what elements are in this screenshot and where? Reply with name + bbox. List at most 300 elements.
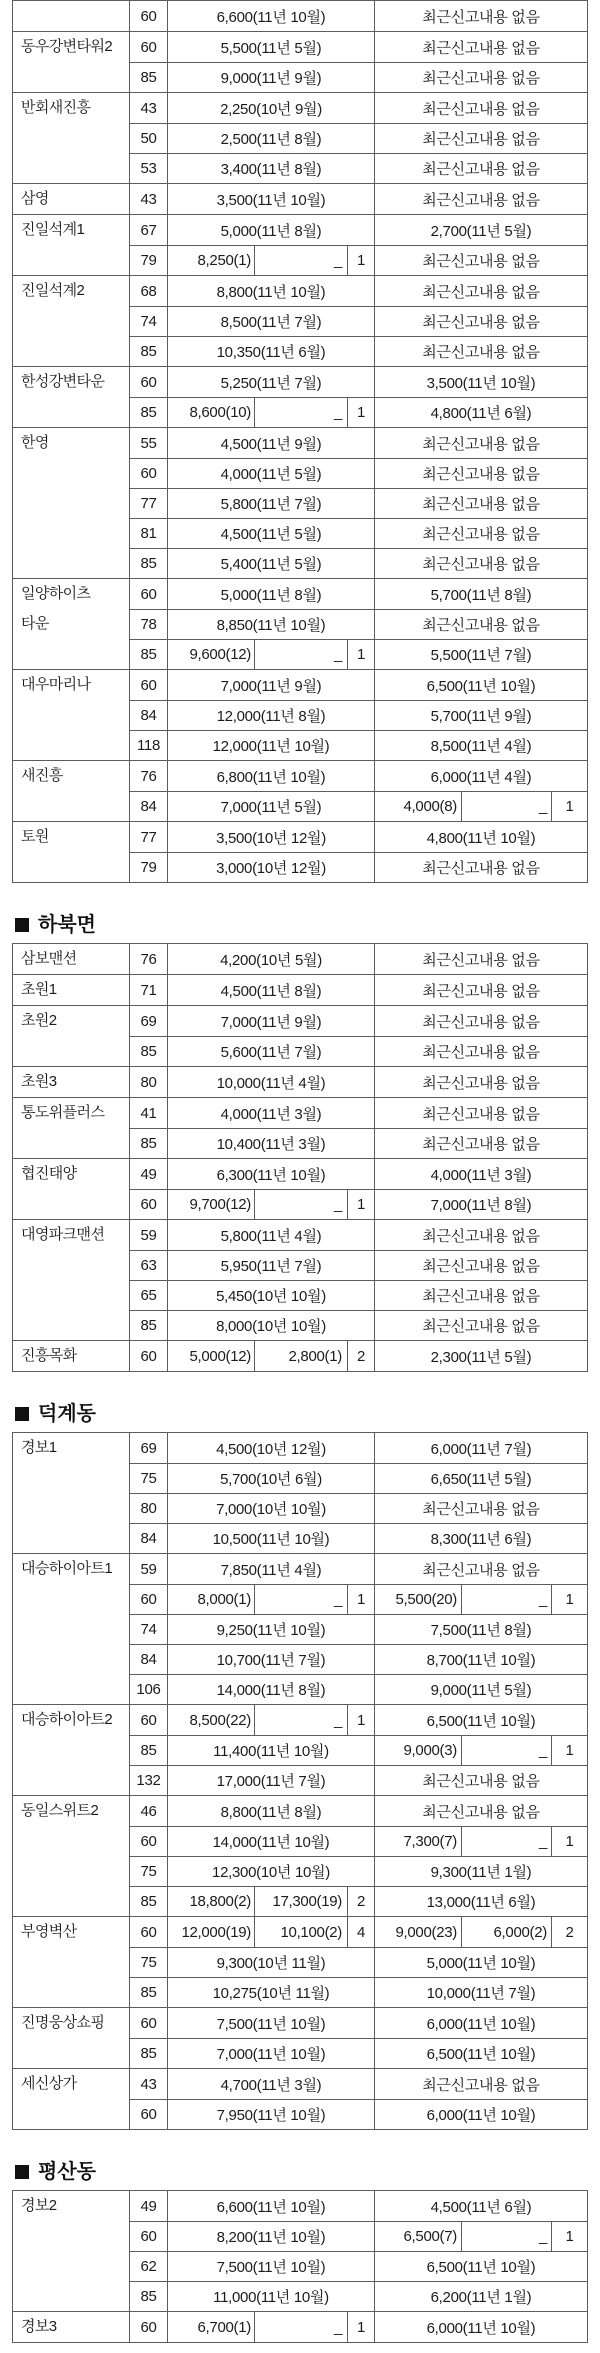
table-row xyxy=(130,397,587,427)
rent-price-cell: 최근신고내용 없음 xyxy=(422,982,540,1000)
apartment-name: 진흥목화 xyxy=(13,1341,130,1371)
apartment-group xyxy=(13,275,587,366)
rent-price-cell: 6,000(11년 7월) xyxy=(430,1440,532,1458)
sale-price-part: 8,250(1) xyxy=(168,246,255,275)
table-row xyxy=(130,32,587,62)
apartment-group xyxy=(13,821,587,882)
table-row xyxy=(130,791,587,821)
table-row xyxy=(130,1,587,31)
table-row xyxy=(130,1674,587,1704)
area-cell: 63 xyxy=(130,1251,168,1280)
sale-price-cell: 5,800(11년 4월) xyxy=(168,1220,375,1250)
apartment-group xyxy=(13,1097,587,1158)
rent-price-cell: 5,700(11년 9월) xyxy=(430,708,532,725)
table-row xyxy=(130,245,587,275)
rent-price-part: 9,000(23) xyxy=(375,1917,462,1947)
sale-price-cell: 4,500(10년 12월) xyxy=(168,1433,375,1463)
sale-price-part: _ xyxy=(255,1705,348,1735)
table-row xyxy=(130,609,587,639)
area-cell: 77 xyxy=(130,822,168,852)
rent-price-cell: 9,000(11년 5월) xyxy=(430,1682,532,1699)
table-row xyxy=(130,1977,587,2007)
sale-price-part: 8,600(10) xyxy=(168,398,255,427)
table-row xyxy=(130,2191,587,2221)
rent-price-cell: 8,300(11년 6월) xyxy=(430,1531,532,1548)
table-row xyxy=(130,2281,587,2311)
apartment-group xyxy=(13,1553,587,1704)
area-cell: 60 xyxy=(130,459,168,488)
table-row xyxy=(130,1584,587,1614)
table-row xyxy=(130,730,587,760)
sale-price-cell: 3,500(10년 12월) xyxy=(168,822,375,852)
rent-price-cell: 최근신고내용 없음 xyxy=(422,951,540,969)
area-cell: 60 xyxy=(130,1341,168,1371)
area-cell: 76 xyxy=(130,761,168,791)
apartment-name: 세신상가 xyxy=(13,2069,130,2129)
apartment-group xyxy=(13,0,587,31)
table-row xyxy=(130,1493,587,1523)
sale-price-cell xyxy=(168,1190,375,1219)
sale-count: 2 xyxy=(356,1893,366,1910)
apartment-name: 대영파크맨션 xyxy=(13,1220,130,1340)
rent-count: 1 xyxy=(565,1833,574,1850)
sale-price-cell: 8,200(11년 10월) xyxy=(168,2222,375,2251)
apartment-rows xyxy=(130,1705,587,1795)
apartment-group xyxy=(13,214,587,275)
apartment-group xyxy=(13,1066,587,1097)
rent-price-cell: 6,000(11년 10월) xyxy=(426,2015,536,2033)
sale-price-cell: 7,500(11년 10월) xyxy=(168,2008,375,2038)
apartment-group xyxy=(13,760,587,821)
sale-price-cell xyxy=(168,2312,375,2342)
sale-price-cell: 9,000(11년 9월) xyxy=(168,63,375,92)
apartment-rows xyxy=(130,276,587,366)
area-cell: 43 xyxy=(130,2069,168,2099)
rent-count: 1 xyxy=(565,1742,574,1759)
sale-price-cell: 4,500(11년 9월) xyxy=(168,428,375,458)
rent-price-cell: 8,500(11년 4월) xyxy=(430,738,532,755)
rent-price-cell: 6,000(11년 4월) xyxy=(430,768,532,786)
sale-price-part: 10,100(2) xyxy=(255,1917,348,1947)
apartment-name: 통도위플러스 xyxy=(13,1098,130,1158)
apartment-rows xyxy=(130,1220,587,1340)
apartment-name: 진일석계1 xyxy=(13,215,130,275)
area-cell: 85 xyxy=(130,1978,168,2007)
rent-price-cell: 4,000(11년 3월) xyxy=(430,1166,532,1184)
rent-price-cell: 6,500(11년 10월) xyxy=(426,2259,536,2276)
apartment-group xyxy=(13,2007,587,2068)
sale-price-part: _ xyxy=(255,640,348,669)
rent-price-cell: 6,200(11년 1월) xyxy=(430,2289,532,2306)
rent-price-cell: 2,300(11년 5월) xyxy=(430,1348,532,1366)
area-cell: 69 xyxy=(130,1006,168,1036)
rent-price-part: _ xyxy=(462,2222,552,2251)
table-row xyxy=(130,1735,587,1765)
apartment-rows xyxy=(130,428,587,578)
sale-price-cell: 4,500(11년 5월) xyxy=(168,519,375,548)
rent-price-cell: 최근신고내용 없음 xyxy=(422,1044,540,1061)
apartment-rows xyxy=(130,1554,587,1704)
rent-price-cell: 최근신고내용 없음 xyxy=(422,314,540,331)
area-cell: 60 xyxy=(130,1705,168,1735)
table-row xyxy=(130,670,587,700)
area-cell: 75 xyxy=(130,1464,168,1493)
area-cell: 132 xyxy=(130,1766,168,1795)
sale-price-cell: 5,950(11년 7월) xyxy=(168,1251,375,1280)
apartment-rows xyxy=(130,1433,587,1553)
rent-price-cell xyxy=(375,2222,587,2251)
sale-price-part: 9,700(12) xyxy=(168,1190,255,1219)
apartment-name: 대승하이아트1 xyxy=(13,1554,130,1704)
section-header xyxy=(0,1372,600,1432)
sale-price-cell: 8,800(11년 10월) xyxy=(168,276,375,306)
area-cell: 84 xyxy=(130,1524,168,1553)
area-cell: 79 xyxy=(130,246,168,275)
table-row xyxy=(130,1067,587,1097)
area-cell: 68 xyxy=(130,276,168,306)
area-cell: 80 xyxy=(130,1067,168,1097)
area-cell: 59 xyxy=(130,1554,168,1584)
sale-price-cell: 4,200(10년 5월) xyxy=(168,944,375,974)
apartment-group xyxy=(13,1704,587,1795)
rent-price-cell: 최근신고내용 없음 xyxy=(422,1803,540,1821)
sale-price-cell: 12,300(10년 10월) xyxy=(168,1857,375,1886)
table-row xyxy=(130,700,587,730)
table-row xyxy=(130,184,587,214)
rent-price-part: 5,500(20) xyxy=(375,1585,462,1614)
section-title: 평산동 xyxy=(38,2161,96,2183)
sale-price-cell: 6,300(11년 10월) xyxy=(168,1159,375,1189)
apartment-name: 대우마리나 xyxy=(13,670,130,760)
rent-price-cell: 9,300(11년 1월) xyxy=(430,1864,532,1881)
apartment-rows xyxy=(130,1098,587,1158)
table-row xyxy=(130,761,587,791)
sale-price-part: 12,000(19) xyxy=(168,1917,255,1947)
area-cell: 75 xyxy=(130,1948,168,1977)
apartment-name: 협진태양 xyxy=(13,1159,130,1219)
table-row xyxy=(130,123,587,153)
rent-price-part: 4,000(8) xyxy=(375,792,462,821)
rent-price-cell xyxy=(375,1736,587,1765)
area-cell: 60 xyxy=(130,1585,168,1614)
area-cell: 85 xyxy=(130,1736,168,1765)
rent-price-part: 9,000(3) xyxy=(375,1736,462,1765)
sale-price-part: _ xyxy=(255,398,348,427)
sale-price-part: _ xyxy=(255,246,348,275)
rent-price-cell: 최근신고내용 없음 xyxy=(422,344,540,361)
apartment-name: 동우강변타워2 xyxy=(13,32,130,92)
rent-price-cell: 8,700(11년 10월) xyxy=(426,1652,536,1669)
sale-price-cell xyxy=(168,1887,375,1916)
area-cell: 46 xyxy=(130,1796,168,1826)
rent-price-cell: 4,800(11년 6월) xyxy=(430,405,532,422)
apartment-group xyxy=(13,1005,587,1066)
rent-price-cell: 최근신고내용 없음 xyxy=(422,1074,540,1092)
sale-count: 1 xyxy=(356,1711,366,1729)
area-cell: 60 xyxy=(130,2100,168,2129)
area-cell: 81 xyxy=(130,519,168,548)
area-cell: 75 xyxy=(130,1857,168,1886)
table-row xyxy=(130,93,587,123)
table-row xyxy=(130,579,587,609)
apartment-name: 초원3 xyxy=(13,1067,130,1097)
sale-price-cell: 5,450(10년 10월) xyxy=(168,1281,375,1310)
table-row xyxy=(130,1523,587,1553)
apartment-group xyxy=(13,31,587,92)
table-row xyxy=(130,153,587,183)
apartment-name: 초원2 xyxy=(13,1006,130,1066)
table-row xyxy=(130,1554,587,1584)
area-cell: 74 xyxy=(130,1615,168,1644)
table-row xyxy=(130,1220,587,1250)
rent-price-cell: 최근신고내용 없음 xyxy=(422,556,540,573)
apartment-name: 초원1 xyxy=(13,975,130,1005)
apartment-name: 동일스위트2 xyxy=(13,1796,130,1916)
sale-price-cell: 8,500(11년 7월) xyxy=(168,307,375,336)
table-row xyxy=(130,1280,587,1310)
apartment-rows xyxy=(130,2312,587,2342)
apartment-group xyxy=(13,943,587,974)
area-cell: 85 xyxy=(130,398,168,427)
rent-price-cell: 최근신고내용 없음 xyxy=(422,617,540,634)
table-row xyxy=(130,1036,587,1066)
table-row xyxy=(130,428,587,458)
sale-count: 1 xyxy=(356,404,366,421)
area-cell: 71 xyxy=(130,975,168,1005)
sale-price-cell: 5,250(11년 7월) xyxy=(168,367,375,397)
sale-price-cell: 5,500(11년 5월) xyxy=(168,32,375,62)
apartment-rows xyxy=(130,1159,587,1219)
rent-price-part: _ xyxy=(462,792,552,821)
apartment-rows xyxy=(130,32,587,92)
apartment-rows xyxy=(130,1,587,31)
sale-price-cell: 14,000(11년 10월) xyxy=(168,1827,375,1856)
table-row xyxy=(130,215,587,245)
apartment-group xyxy=(13,366,587,427)
sale-price-cell: 3,500(11년 10월) xyxy=(168,184,375,214)
table-row xyxy=(130,2069,587,2099)
sale-price-cell: 2,500(11년 8월) xyxy=(168,124,375,153)
rent-price-part: 6,500(7) xyxy=(375,2222,462,2251)
table-row xyxy=(130,1128,587,1158)
table-row xyxy=(130,852,587,882)
sale-price-cell: 5,700(10년 6월) xyxy=(168,1464,375,1493)
sale-price-cell: 12,000(11년 8월) xyxy=(168,701,375,730)
area-cell: 60 xyxy=(130,670,168,700)
table-row xyxy=(130,822,587,852)
area-cell: 78 xyxy=(130,610,168,639)
sale-price-cell: 5,400(11년 5월) xyxy=(168,549,375,578)
table-row xyxy=(130,2312,587,2342)
table-row xyxy=(130,1433,587,1463)
apartment-rows xyxy=(130,761,587,821)
rent-price-cell: 최근신고내용 없음 xyxy=(422,70,540,87)
sale-price-part: 17,300(19) xyxy=(255,1887,348,1916)
sale-count: 4 xyxy=(356,1923,366,1941)
sale-price-cell: 7,000(11년 9월) xyxy=(168,1006,375,1036)
table-row xyxy=(130,548,587,578)
sale-price-cell xyxy=(168,1585,375,1614)
rent-price-cell: 6,500(11년 10월) xyxy=(426,1712,536,1730)
table-row xyxy=(130,1705,587,1735)
rent-price-cell xyxy=(375,1917,587,1947)
area-cell: 60 xyxy=(130,32,168,62)
sale-price-cell: 10,000(11년 4월) xyxy=(168,1067,375,1097)
rent-price-cell xyxy=(375,792,587,821)
rent-price-cell: 5,500(11년 7월) xyxy=(430,647,532,664)
rent-price-cell: 최근신고내용 없음 xyxy=(422,1105,540,1123)
apartment-rows xyxy=(130,2069,587,2129)
area-cell: 62 xyxy=(130,2252,168,2281)
sale-price-cell: 8,850(11년 10월) xyxy=(168,610,375,639)
price-table xyxy=(12,1432,588,2130)
apartment-name: 새진흥 xyxy=(13,761,130,821)
table-row xyxy=(130,1189,587,1219)
area-cell: 84 xyxy=(130,1645,168,1674)
sale-price-cell: 7,950(11년 10월) xyxy=(168,2100,375,2129)
sale-price-cell: 7,500(11년 10월) xyxy=(168,2252,375,2281)
rent-price-cell: 최근신고내용 없음 xyxy=(422,1318,540,1335)
rent-price-cell: 3,500(11년 10월) xyxy=(426,374,536,392)
rent-price-cell: 최근신고내용 없음 xyxy=(422,1136,540,1153)
apartment-rows xyxy=(130,822,587,882)
area-cell: 43 xyxy=(130,184,168,214)
sale-price-cell: 17,000(11년 7월) xyxy=(168,1766,375,1795)
table-row xyxy=(130,1796,587,1826)
rent-price-cell: 최근신고내용 없음 xyxy=(422,1013,540,1031)
area-cell: 85 xyxy=(130,2039,168,2068)
area-cell: 50 xyxy=(130,124,168,153)
sale-price-part: 2,800(1) xyxy=(255,1341,348,1371)
apartment-rows xyxy=(130,2008,587,2068)
table-row xyxy=(130,336,587,366)
price-table xyxy=(12,2190,588,2343)
sale-price-cell xyxy=(168,246,375,275)
apartment-group xyxy=(13,1432,587,1553)
price-table xyxy=(12,943,588,1372)
rent-price-cell: 최근신고내용 없음 xyxy=(422,435,540,453)
table-row xyxy=(130,1917,587,1947)
sale-price-part: _ xyxy=(255,1585,348,1614)
area-cell: 55 xyxy=(130,428,168,458)
area-cell: 85 xyxy=(130,1887,168,1916)
table-row xyxy=(130,458,587,488)
rent-price-cell: 6,000(11년 10월) xyxy=(426,2319,536,2337)
sale-price-cell: 6,800(11년 10월) xyxy=(168,761,375,791)
sale-price-cell: 10,275(10년 11월) xyxy=(168,1978,375,2007)
sale-price-cell: 10,700(11년 7월) xyxy=(168,1645,375,1674)
apartment-group xyxy=(13,1219,587,1340)
area-cell: 43 xyxy=(130,93,168,123)
sale-price-cell: 2,250(10년 9월) xyxy=(168,93,375,123)
table-row xyxy=(130,2221,587,2251)
section-title: 하북면 xyxy=(38,914,96,936)
table-row xyxy=(130,1644,587,1674)
area-cell: 49 xyxy=(130,2191,168,2221)
apartment-name: 삼영 xyxy=(13,184,130,214)
sale-price-cell: 14,000(11년 8월) xyxy=(168,1675,375,1704)
table-row xyxy=(130,62,587,92)
square-bullet-icon xyxy=(15,1407,29,1421)
area-cell: 53 xyxy=(130,154,168,183)
area-cell: 60 xyxy=(130,1190,168,1219)
rent-price-cell: 최근신고내용 없음 xyxy=(422,283,540,301)
sale-price-part: 5,000(12) xyxy=(168,1341,255,1371)
table-row xyxy=(130,1006,587,1036)
area-cell: 85 xyxy=(130,337,168,366)
apartment-name: 경보3 xyxy=(13,2312,130,2342)
area-cell: 60 xyxy=(130,2008,168,2038)
apartment-name: 한영 xyxy=(13,428,130,578)
table-row xyxy=(130,1250,587,1280)
apartment-name: 경보1 xyxy=(13,1433,130,1553)
sale-price-cell: 4,000(11년 5월) xyxy=(168,459,375,488)
square-bullet-icon xyxy=(15,2165,29,2179)
sale-count: 1 xyxy=(356,1591,366,1608)
apartment-name: 진명웅상쇼핑 xyxy=(13,2008,130,2068)
area-cell: 85 xyxy=(130,1037,168,1066)
apartment-rows xyxy=(130,1067,587,1097)
table-row xyxy=(130,1765,587,1795)
sale-price-cell: 4,700(11년 3월) xyxy=(168,2069,375,2099)
sale-count: 1 xyxy=(356,1196,366,1213)
table-row xyxy=(130,2038,587,2068)
table-row xyxy=(130,488,587,518)
area-cell: 84 xyxy=(130,792,168,821)
apartment-group xyxy=(13,578,587,669)
apartment-group xyxy=(13,2068,587,2129)
apartment-rows xyxy=(130,367,587,427)
area-cell: 80 xyxy=(130,1494,168,1523)
apartment-name: 반회새진흥 xyxy=(13,93,130,183)
area-cell: 59 xyxy=(130,1220,168,1250)
area-cell: 65 xyxy=(130,1281,168,1310)
apartment-group xyxy=(13,669,587,760)
area-cell: 85 xyxy=(130,1129,168,1158)
rent-count: 1 xyxy=(565,2228,574,2245)
table-row xyxy=(130,367,587,397)
sale-price-cell: 7,000(10년 10월) xyxy=(168,1494,375,1523)
area-cell: 85 xyxy=(130,1311,168,1340)
apartment-name: 일양하이츠 타운 xyxy=(13,579,130,669)
sale-price-cell: 10,400(11년 3월) xyxy=(168,1129,375,1158)
rent-price-cell: 7,000(11년 8월) xyxy=(430,1197,532,1214)
sale-price-cell: 7,000(11년 5월) xyxy=(168,792,375,821)
sale-price-cell: 12,000(11년 10월) xyxy=(168,731,375,760)
area-cell: 60 xyxy=(130,2312,168,2342)
rent-price-cell: 2,700(11년 5월) xyxy=(430,222,532,240)
sale-price-part: 8,500(22) xyxy=(168,1705,255,1735)
table-row xyxy=(130,1947,587,1977)
apartment-group xyxy=(13,1158,587,1219)
sale-price-cell: 5,000(11년 8월) xyxy=(168,579,375,609)
table-row xyxy=(130,2008,587,2038)
sale-price-cell: 7,850(11년 4월) xyxy=(168,1554,375,1584)
area-cell: 60 xyxy=(130,1827,168,1856)
square-bullet-icon xyxy=(15,918,29,932)
sale-price-part: 6,700(1) xyxy=(168,2312,255,2342)
apartment-rows xyxy=(130,670,587,760)
sale-price-cell: 5,800(11년 7월) xyxy=(168,489,375,518)
area-cell: 76 xyxy=(130,944,168,974)
rent-price-cell: 4,500(11년 6월) xyxy=(430,2198,532,2216)
rent-price-cell: 최근신고내용 없음 xyxy=(422,1227,540,1245)
sale-price-cell: 3,400(11년 8월) xyxy=(168,154,375,183)
table-row xyxy=(130,944,587,974)
table-row xyxy=(130,2099,587,2129)
table-row xyxy=(130,306,587,336)
sale-price-cell: 7,000(11년 9월) xyxy=(168,670,375,700)
